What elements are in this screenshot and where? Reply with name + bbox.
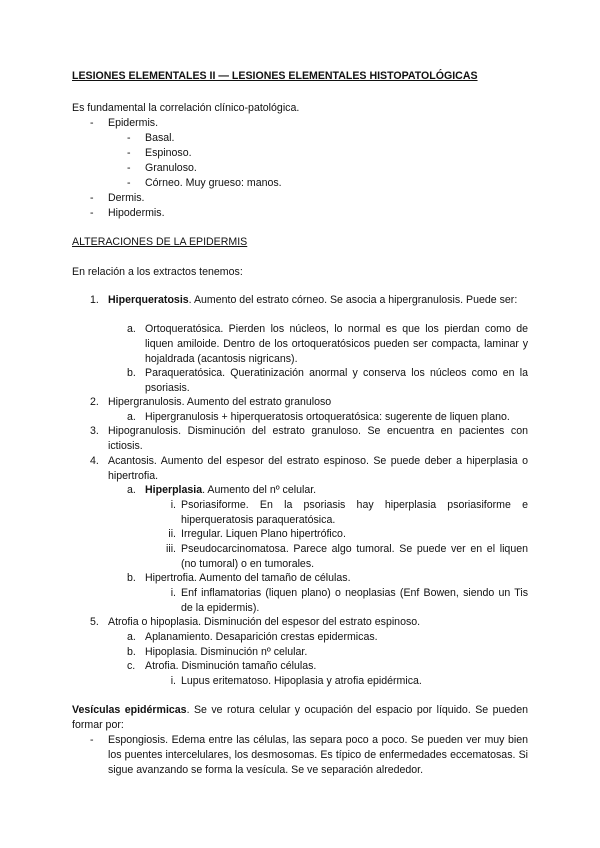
list-item: Hipergranulosis. Aumento del estrato granuloso bbox=[108, 396, 332, 408]
list-item: Aplanamiento. Desaparición crestas epidermicas. bbox=[145, 631, 378, 643]
page-title: LESIONES ELEMENTALES II — LESIONES ELEMENTALES HISTOPATOLÓGICAS bbox=[72, 70, 478, 82]
list-marker: - bbox=[90, 207, 94, 219]
list-letter: c. bbox=[127, 660, 136, 672]
list-marker: - bbox=[90, 192, 94, 204]
list-item: Atrofia o hipoplasia. Disminución del espesor del estrato espinoso. bbox=[108, 616, 421, 628]
list-item: Psoriasiforme. En la psoriasis hay hiperplasia psoriasiforme e hiperqueratosis paraqueratósica. bbox=[181, 499, 528, 526]
term: Hiperqueratosis bbox=[108, 294, 189, 306]
list-marker: - bbox=[90, 117, 94, 129]
list-item: Lupus eritematoso. Hipoplasia y atrofia epidérmica. bbox=[181, 675, 422, 687]
list-marker: - bbox=[127, 162, 131, 174]
list-marker: - bbox=[90, 734, 94, 746]
list-letter: a. bbox=[127, 411, 136, 423]
list-item: Enf inflamatorias (liquen plano) o neoplasias (Enf Bowen, siendo un Tis de la epidermis). bbox=[181, 587, 528, 614]
definition: . Aumento del nº celular. bbox=[202, 484, 317, 496]
list-marker: - bbox=[127, 147, 131, 159]
definition: . Se ve rotura celular y ocupación del espacio por líquido. Se pueden formar por: bbox=[72, 704, 528, 731]
list-roman: ii. bbox=[168, 528, 176, 540]
list-item: Irregular. Liquen Plano hipertrófico. bbox=[181, 528, 346, 540]
list-letter: b. bbox=[127, 646, 136, 658]
list-letter: a. bbox=[127, 323, 136, 335]
intro-text: Es fundamental la correlación clínico-patológica. bbox=[72, 102, 300, 114]
list-item: Dermis. bbox=[108, 192, 145, 204]
list-letter: b. bbox=[127, 367, 136, 379]
list-item: Espongiosis. Edema entre las células, las separa poco a poco. Se pueden ver muy bien los puentes intercelulares, los desmosomas. Es típico de enfermedades eccematosas. Si sigue avanzando se forma la vesícula. Se ve separación alrededor. bbox=[108, 734, 528, 776]
list-item: Ortoqueratósica. Pierden los núcleos, lo normal es que los pierdan como de liquen amiloide. Dentro de los ortoqueratósicos pueden ser compacta, laminar y hojaldrada (acantosis nigricans). bbox=[145, 323, 528, 365]
list-number: 4. bbox=[90, 455, 99, 467]
list-item: Espinoso. bbox=[145, 147, 192, 159]
list-item: Basal. bbox=[145, 132, 175, 144]
list-item: Acantosis. Aumento del espesor del estrato espinoso. Se puede deber a hiperplasia o hipertrofia. bbox=[108, 455, 528, 482]
definition: . Aumento del estrato córneo. Se asocia a hipergranulosis. Puede ser: bbox=[188, 294, 518, 306]
list-letter: b. bbox=[127, 572, 136, 584]
list-number: 5. bbox=[90, 616, 99, 628]
list-item: Córneo. Muy grueso: manos. bbox=[145, 177, 282, 189]
list-item bbox=[145, 483, 316, 498]
list-marker: - bbox=[127, 177, 131, 189]
list-item: Paraqueratósica. Queratinización anormal y conserva los núcleos como en la psoriasis. bbox=[145, 367, 528, 394]
list-marker: - bbox=[127, 132, 131, 144]
list-letter: a. bbox=[127, 631, 136, 643]
section-intro: En relación a los extractos tenemos: bbox=[72, 266, 243, 278]
list-item: Hipogranulosis. Disminución del estrato granuloso. Se encuentra en pacientes con ictiosis. bbox=[108, 425, 528, 452]
list-roman: i. bbox=[170, 675, 176, 687]
list-number: 3. bbox=[90, 425, 99, 437]
vesicles-paragraph bbox=[72, 703, 528, 733]
list-number: 2. bbox=[90, 396, 99, 408]
list-item: Granuloso. bbox=[145, 162, 197, 174]
term: Vesículas epidérmicas bbox=[72, 704, 187, 716]
list-item: Epidermis. bbox=[108, 117, 159, 129]
list-item bbox=[108, 293, 528, 308]
list-roman: iii. bbox=[165, 543, 176, 555]
list-item: Hipergranulosis + hiperqueratosis ortoqueratósica: sugerente de liquen plano. bbox=[145, 411, 510, 423]
list-roman: i. bbox=[170, 499, 176, 511]
list-letter: a. bbox=[127, 484, 136, 496]
list-item: Atrofia. Disminución tamaño células. bbox=[145, 660, 317, 672]
list-number: 1. bbox=[90, 294, 99, 306]
section-heading: ALTERACIONES DE LA EPIDERMIS bbox=[72, 236, 248, 248]
term: Hiperplasia bbox=[145, 484, 203, 496]
list-item: Pseudocarcinomatosa. Parece algo tumoral. Se puede ver en el liquen (no tumoral) o en tumorales. bbox=[181, 543, 528, 570]
list-roman: i. bbox=[170, 587, 176, 599]
list-item: Hipoplasia. Disminución nº celular. bbox=[145, 646, 308, 658]
list-item: Hipodermis. bbox=[108, 207, 165, 219]
list-item: Hipertrofia. Aumento del tamaño de células. bbox=[145, 572, 351, 584]
